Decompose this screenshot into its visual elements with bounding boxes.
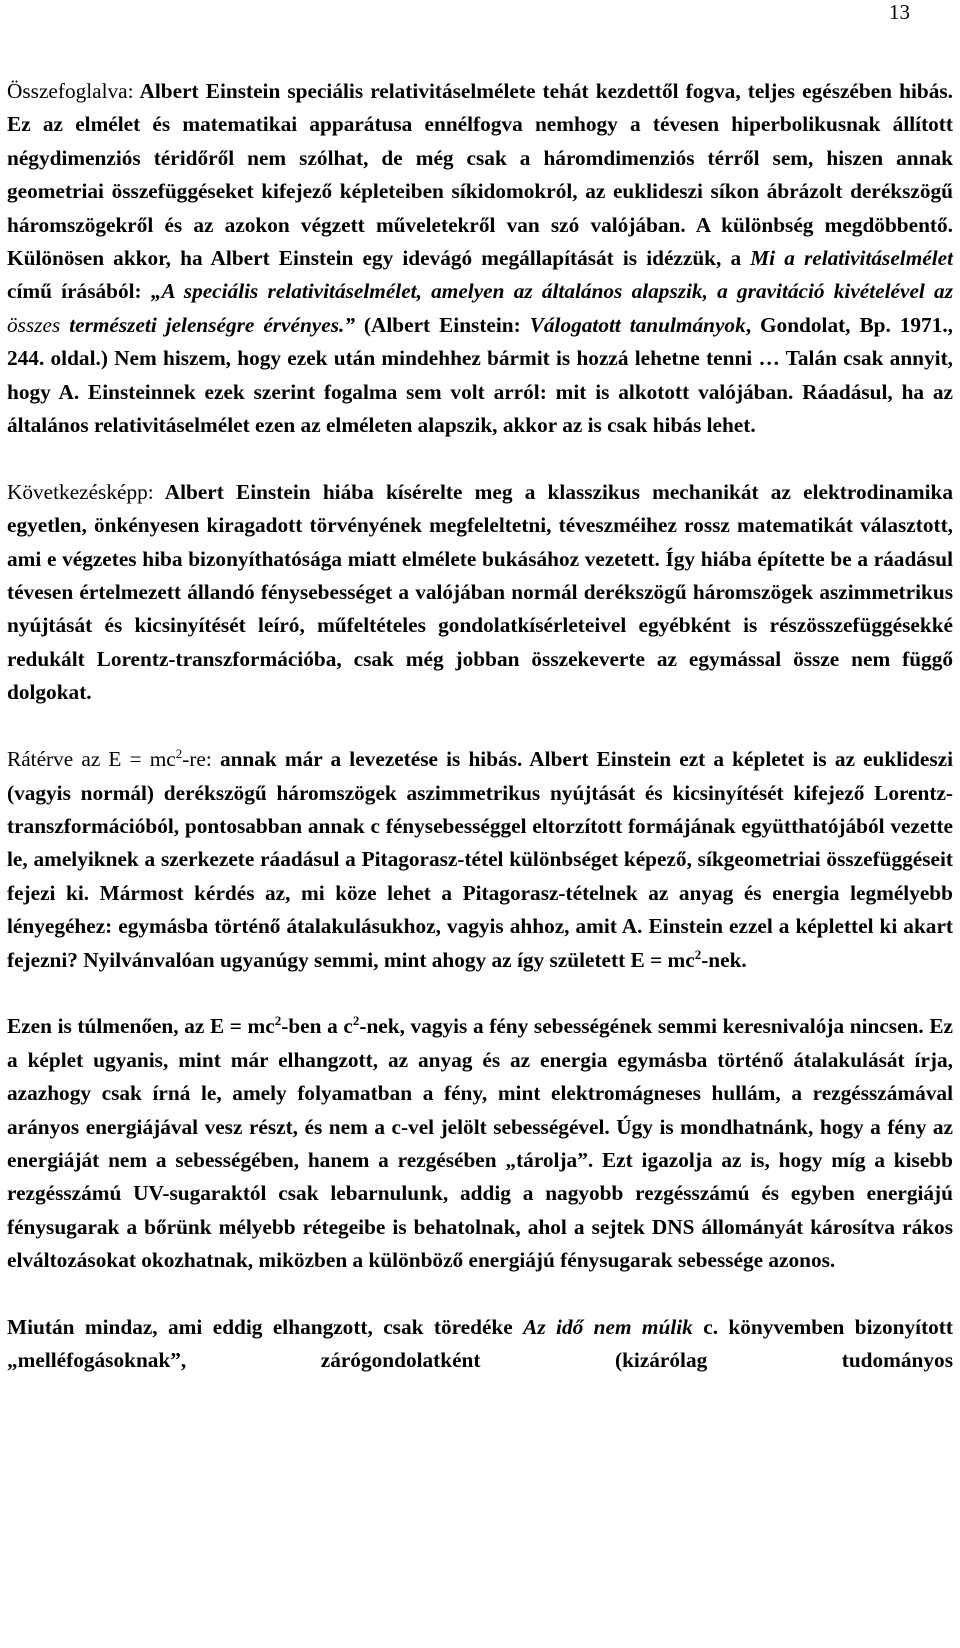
paragraph-summary [7,75,953,442]
quotation-emphasis: összes [7,312,61,337]
document-body [7,75,953,1378]
page-number: 13 [889,0,910,24]
text-run: című írásából: [7,279,151,304]
quotation: természeti jelenségre érvényes.” [60,312,355,337]
text-run: Ezen is túlmenően, az E = mc [7,1014,275,1039]
text-run: (Albert Einstein: [354,312,530,337]
text-run: -nek. [701,947,747,972]
paragraph-lead: Következésképp: [7,479,154,504]
text-run: Albert Einstein speciális relativitáselmélete tehát kezdettől fogva, teljes egészében hibás. Ez az elmélet és matematikai apparátusa ennélfogva nemhogy a tévesen hiperbolikusnak állított négydimenziós téridőről nem szólhat, de még csak a háromdimenziós térről sem, hiszen annak geometriai összefüggéseket kifejező képleteiben síkidomokról, az euklideszi síkon ábrázolt derékszögű háromszögekről és az azokon végzett műveletekről van szó valójában. A különbség megdöbbentő. Különösen akkor, ha Albert Einstein egy idevágó megállapítását is idézzük, a [7,79,953,271]
text-run: c. könyvemben bizonyított „melléfogásoknak”, zárógondolatként (kizárólag tudományos [7,1314,953,1373]
quotation: „A speciális relativitáselmélet, amelyen az általános alapszik, a gravitáció kivételével az [150,279,953,304]
superscript: 2 [352,1013,360,1029]
text-run: -ben a c [281,1014,353,1039]
italic-title: Mi a relativitáselmélet [750,246,953,271]
paragraph-closing [7,1311,953,1378]
paragraph-beyond [7,1010,953,1277]
paragraph-lead [7,747,212,771]
text-run: annak már a levezetése is hibás. Albert Einstein ezt a képletet is az euklideszi (vagyis normál) derékszögű háromszögek aszimmetrikus nyújtását és kicsinyítését kifejező Lorentz-transzformációból, pontosabban annak c fénysebességgel eltorzított formájának együtthatójából vezette le, amelyiknek a szerkezete ráadásul a Pitagorasz-tétel különbséget képező, síkgeometriai összefüggéseit fejezi ki. Mármost kérdés az, mi köze lehet a Pitagorasz-tételnek az anyag és energia legmélyebb lényegéhez: egymásba történő átalakulásukhoz, vagyis ahhoz, amit A. Einstein ezzel a képlettel ki akart fejezni? Nyilvánvalóan ugyanúgy semmi, mint ahogy az így született E = mc [7,747,953,972]
italic-title: Az idő nem múlik [523,1314,693,1339]
text-run: , Gondolat, Bp. 1971., 244. oldal.) Nem hiszem, hogy ezek után mindehhez bármit is hozzá lehetne tenni … Talán csak annyit, hogy A. Einsteinnek ezek szerint fogalma sem volt arról: mit is alkotott valójában. Ráadásul, ha az általános relativitáselmélet ezen az elméleten alapszik, akkor az is csak hibás lehet. [7,312,953,438]
superscript: 2 [175,746,183,761]
text-run: -nek, vagyis a fény sebességének semmi keresnivalója nincsen. Ez a képlet ugyanis, mint már elhangzott, az anyag és az energia egymásba történő átalakulását írja, azazhogy csak írná le, amely folyamatban a fény, mint elektromágneses hullám, a rezgésszámával arányos energiájával vesz részt, és nem a c-vel jelölt sebességével. Úgy is mondhatnánk, hogy a fény az energiáját nem a sebességében, hanem a rezgésében „tárolja”. Ezt igazolja az is, hogy míg a kisebb rezgésszámú UV-sugaraktól csak lebarnulunk, addig a nagyobb rezgésszámú és egyben energiájú fénysugarak a bőrünk mélyebb rétegeibe is behatolnak, ahol a sejtek DNS állományát károsítva rákos elváltozásokat okozhatnak, miközben a különböző energiájú fénysugarak sebessége azonos. [7,1014,953,1273]
text-run: -re: [182,747,212,772]
superscript: 2 [274,1013,282,1029]
paragraph-emc2 [7,743,953,977]
text-run: Miután mindaz, ami eddig elhangzott, csak töredéke [7,1314,524,1339]
superscript: 2 [694,946,702,962]
italic-title: Válogatott tanulmányok [529,312,746,337]
text-run: Rátérve az E = mc [7,747,176,772]
paragraph-lead: Összefoglalva: [7,79,134,103]
text-run: Albert Einstein hiába kísérelte meg a klasszikus mechanikát az elektrodinamika egyetlen, önkényesen kiragadott törvényének megfeleltetni, téveszméihez rossz matematikát választott, ami e végzetes hiba bizonyíthatósága miatt elmélete bukásához vezetett. Így hiába építette be a ráadásul tévesen értelmezett állandó fénysebességet a valójában normál derékszögű háromszögek aszimmetrikus nyújtását és kicsinyítését leíró, műfeltételes gondolatkísérleteivel egyébként is részösszefüggésekké redukált Lorentz-transzformációba, csak még jobban összekeverte az egymással össze nem függő dolgokat. [7,479,953,705]
paragraph-consequently [7,476,953,710]
